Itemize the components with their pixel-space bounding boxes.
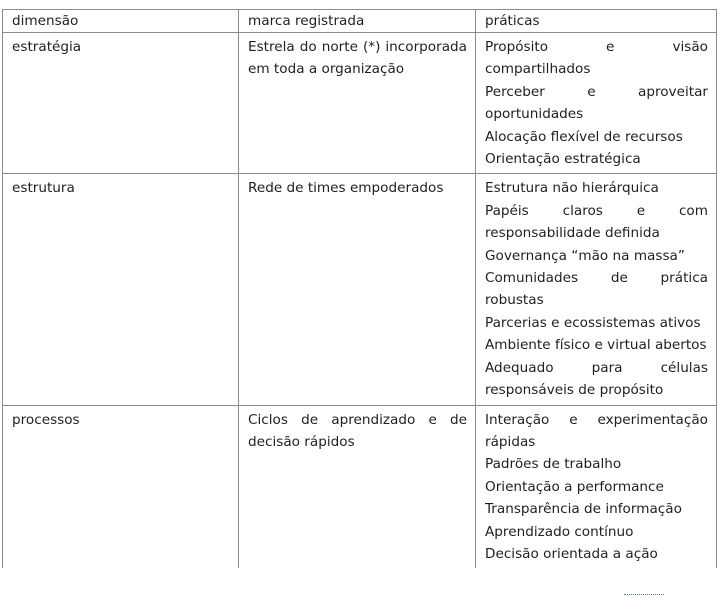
practice-item: Orientação a performance [485, 478, 664, 495]
dimension-cell: estrutura [3, 174, 239, 405]
practices-cell [476, 33, 717, 174]
practice-item: Ambiente físico e virtual abertos [485, 337, 707, 354]
table-row-structure [3, 174, 717, 405]
practice-item: Comunidades de prática robustas [485, 270, 708, 309]
practice-item: Alocação flexível de recursos [485, 128, 683, 145]
practices-cell [476, 405, 717, 568]
practice-item: Decisão orientada a ação [485, 545, 658, 562]
practice-item: Estrutura não hierárquica [485, 180, 659, 197]
practice-item: Parcerias e ecossistemas ativos [485, 314, 701, 331]
practice-item: Propósito e visão compartilhados [485, 39, 708, 78]
practice-item: Papéis claros e com responsabilidade definida [485, 202, 708, 242]
trademark-cell: Estrela do norte (*) incorporada em toda a organização [239, 33, 476, 174]
practice-item: Adequado para células responsáveis de propósito [485, 359, 708, 399]
practices-table [2, 9, 717, 568]
header-dimension: dimensão [3, 10, 239, 33]
dimension-cell: estratégia [3, 33, 239, 174]
spellcheck-underline [624, 594, 664, 595]
table-row-strategy [3, 33, 717, 174]
trademark-cell: Ciclos de aprendizado e de decisão rápidos [239, 405, 476, 568]
practice-item: Aprendizado contínuo [485, 523, 634, 540]
practice-item: Interação e experimentação rápidas [485, 411, 708, 450]
practice-item: Padrões de trabalho [485, 456, 622, 473]
practice-item: Orientação estratégica [485, 151, 641, 168]
dimension-cell: processos [3, 405, 239, 568]
header-practices: práticas [476, 10, 717, 33]
table-row-processes [3, 405, 717, 568]
table-header-row [3, 10, 717, 33]
header-trademark: marca registrada [239, 10, 476, 33]
trademark-cell: Rede de times empoderados [239, 174, 476, 405]
practice-item: Perceber e aproveitar oportunidades [485, 83, 708, 123]
practices-cell [476, 174, 717, 405]
practice-item: Governança “mão na massa” [485, 247, 685, 264]
practice-item: Transparência de informação [485, 501, 682, 518]
